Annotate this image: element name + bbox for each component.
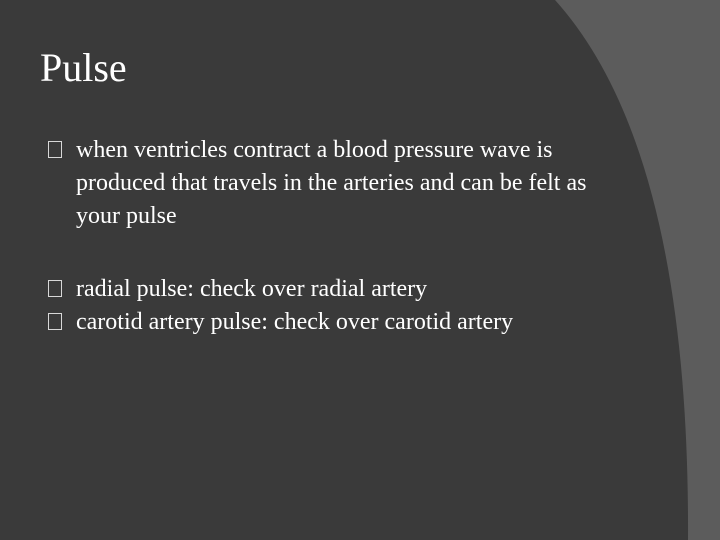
bullet-item bbox=[48, 273, 608, 306]
slide-title: Pulse bbox=[40, 45, 127, 90]
bullet-list bbox=[48, 134, 608, 339]
bullet-item bbox=[48, 306, 608, 339]
bullet-box-icon bbox=[48, 313, 62, 330]
bullet-box-icon bbox=[48, 141, 62, 158]
bullet-text: radial pulse: check over radial artery bbox=[76, 276, 428, 302]
bullet-box-icon bbox=[48, 280, 62, 297]
bullet-text: carotid artery pulse: check over carotid artery bbox=[76, 309, 514, 335]
bullet-text: when ventricles contract a blood pressure wave is produced that travels in the arteries and can be felt as your pulse bbox=[76, 137, 587, 229]
bullet-item bbox=[48, 134, 608, 233]
